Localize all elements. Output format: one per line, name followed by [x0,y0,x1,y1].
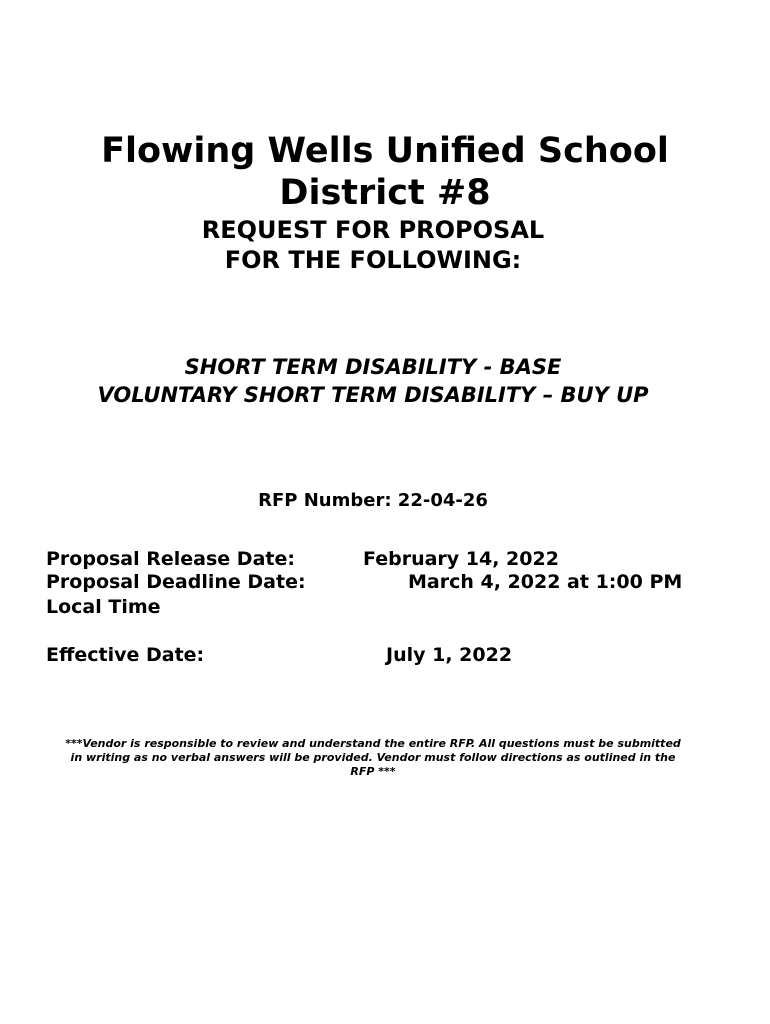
effective-date-label: Effective Date: [46,644,205,666]
release-date-value: February 14, 2022 [363,548,559,570]
page-title [40,130,730,214]
release-date-label: Proposal Release Date: [46,548,295,570]
local-time-label: Local Time [46,596,161,618]
notice-line-3: RFP *** [350,765,396,778]
title-line-1: Flowing Wells Unified School [101,131,669,171]
subtitle-line-2: FOR THE FOLLOWING: [224,246,522,274]
title-line-2: District #8 [279,173,491,213]
notice-line-1: ***Vendor is responsible to review and understand the entire RFP. All questions must be submitted [65,737,681,750]
deadline-date-value: March 4, 2022 at 1:00 PM [408,571,683,593]
rfp-number: RFP Number: 22-04-26 [258,490,488,511]
subtitle-line-1: REQUEST FOR PROPOSAL [201,216,545,244]
vendor-notice [40,737,706,779]
deadline-date-label: Proposal Deadline Date: [46,571,306,593]
coverage-line-2: VOLUNTARY SHORT TERM DISABILITY – BUY UP [97,383,649,407]
notice-line-2: in writing as no verbal answers will be provided. Vendor must follow directions as outlined in the [70,751,676,764]
coverage-line-1: SHORT TERM DISABILITY - BASE [184,355,562,379]
page-subtitle [40,215,706,275]
coverage-heading [20,353,726,409]
effective-date-value: July 1, 2022 [386,644,513,666]
